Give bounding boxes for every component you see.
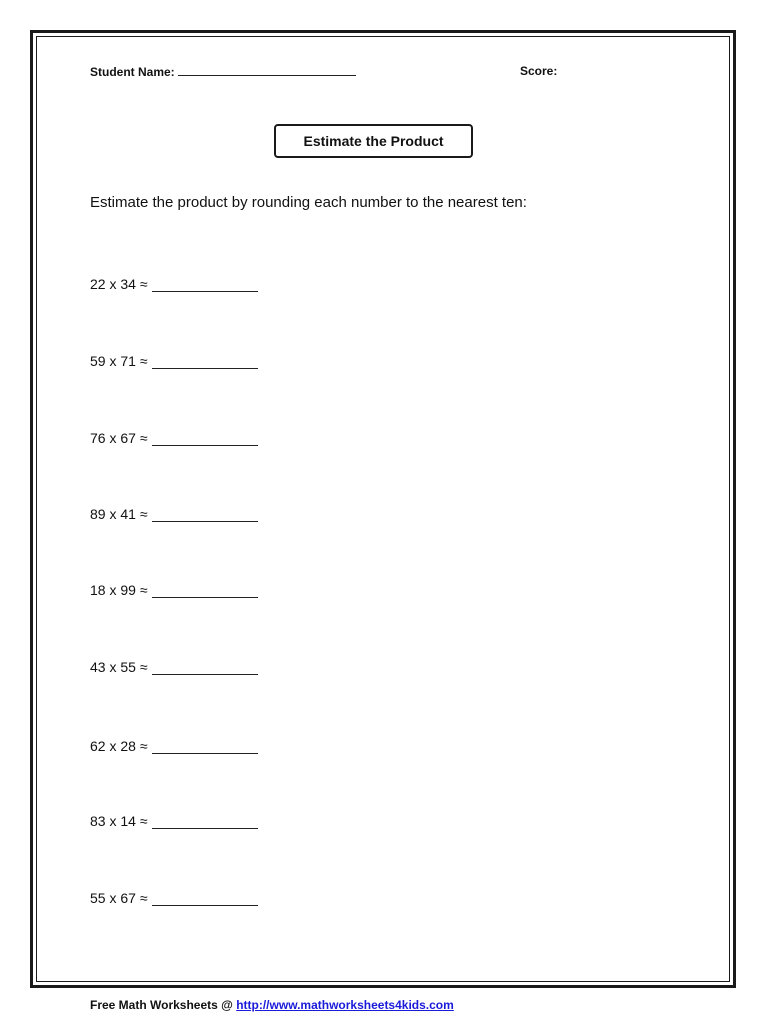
problem-expression: 76 x 67 ≈ [90, 430, 148, 446]
student-name-label: Student Name: [90, 65, 175, 79]
score-label: Score: [520, 64, 558, 78]
problem-expression: 55 x 67 ≈ [90, 890, 148, 906]
problem-expression: 89 x 41 ≈ [90, 506, 148, 522]
problem-item [90, 426, 258, 446]
score-field [520, 64, 557, 78]
problem-item [90, 502, 258, 522]
worksheet-title-text: Estimate the Product [303, 133, 444, 149]
instructions-text: Estimate the product by rounding each number to the nearest ten: [90, 194, 527, 211]
problem-expression: 83 x 14 ≈ [90, 813, 148, 829]
answer-blank[interactable] [152, 354, 258, 369]
answer-blank[interactable] [152, 814, 258, 829]
worksheet-header [90, 64, 690, 84]
problem-item [90, 578, 258, 598]
answer-blank[interactable] [152, 277, 258, 292]
answer-blank[interactable] [152, 583, 258, 598]
problem-item [90, 272, 258, 292]
student-name-field [90, 64, 356, 79]
answer-blank[interactable] [152, 891, 258, 906]
problem-expression: 22 x 34 ≈ [90, 276, 148, 292]
problem-expression: 18 x 99 ≈ [90, 582, 148, 598]
problem-expression: 43 x 55 ≈ [90, 659, 148, 675]
footer-link[interactable]: http://www.mathworksheets4kids.com [236, 998, 454, 1012]
problem-item [90, 734, 258, 754]
answer-blank[interactable] [152, 739, 258, 754]
problem-expression: 59 x 71 ≈ [90, 353, 148, 369]
answer-blank[interactable] [152, 660, 258, 675]
answer-blank[interactable] [152, 507, 258, 522]
problem-expression: 62 x 28 ≈ [90, 738, 148, 754]
worksheet-title [274, 124, 473, 158]
problem-item [90, 886, 258, 906]
answer-blank[interactable] [152, 431, 258, 446]
footer [90, 998, 454, 1012]
student-name-line[interactable] [178, 64, 356, 76]
problem-item [90, 349, 258, 369]
problem-item [90, 655, 258, 675]
footer-prefix: Free Math Worksheets @ [90, 998, 233, 1012]
problem-item [90, 809, 258, 829]
